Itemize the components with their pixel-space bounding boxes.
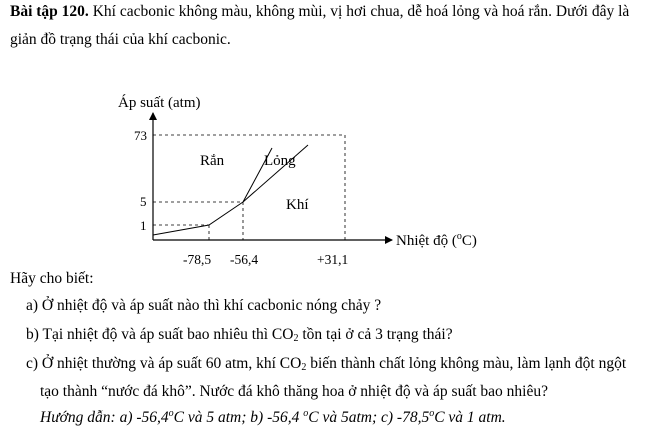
x-tick-78-5: -78,5 [183,252,212,267]
y-tick-73: 73 [134,128,147,143]
x-tick-56-4: -56,4 [230,252,259,267]
x-tick-31-1: +31,1 [317,252,349,267]
y-tick-1: 1 [140,218,147,233]
prompt-text: Hãy cho biết: [10,270,94,287]
region-gas-label: Khí [286,197,309,213]
region-solid-label: Rắn [200,153,225,169]
question-a: a) Ở nhiệt độ và áp suất nào thì khí cacbonic nóng chảy ? [26,297,382,314]
question-c: c) Ở nhiệt thường và áp suất 60 atm, khí $CO_2$ biến thành chất lỏng không màu, làm lạnh đột ngột [26,355,627,373]
region-liquid-label: Lỏng [264,153,296,169]
question-c-line-2: tạo thành “nước đá khô”. Nước đá khô thăng hoa ở nhiệt độ và áp suất bao nhiêu? [40,383,548,400]
y-tick-5: 5 [140,194,147,209]
x-axis-label: Nhiệt độ ($^o$C) [396,231,477,249]
exercise-intro: Khí cacbonic không màu, không mùi, vị hơi chua, dễ hoá lỏng và hoá rắn. Dưới đây là [92,3,630,20]
question-b: b) Tại nhiệt độ và áp suất bao nhiêu thì $CO_2$ tồn tại ở cả 3 trạng thái? [26,326,453,344]
y-axis-label: Áp suất (atm) [118,95,201,111]
sublimation-curve [153,202,243,235]
exercise-intro-line-2: giản đồ trạng thái của khí cacbonic. [10,31,231,48]
exercise-number: Bài tập 120. [10,3,89,20]
hint-text: Hướng dẫn: a) -56,4$^o$C và 5 atm; b) -56,4 $^o$C và 5atm; c) -78,5$^o$C và 1 atm. [40,408,506,426]
